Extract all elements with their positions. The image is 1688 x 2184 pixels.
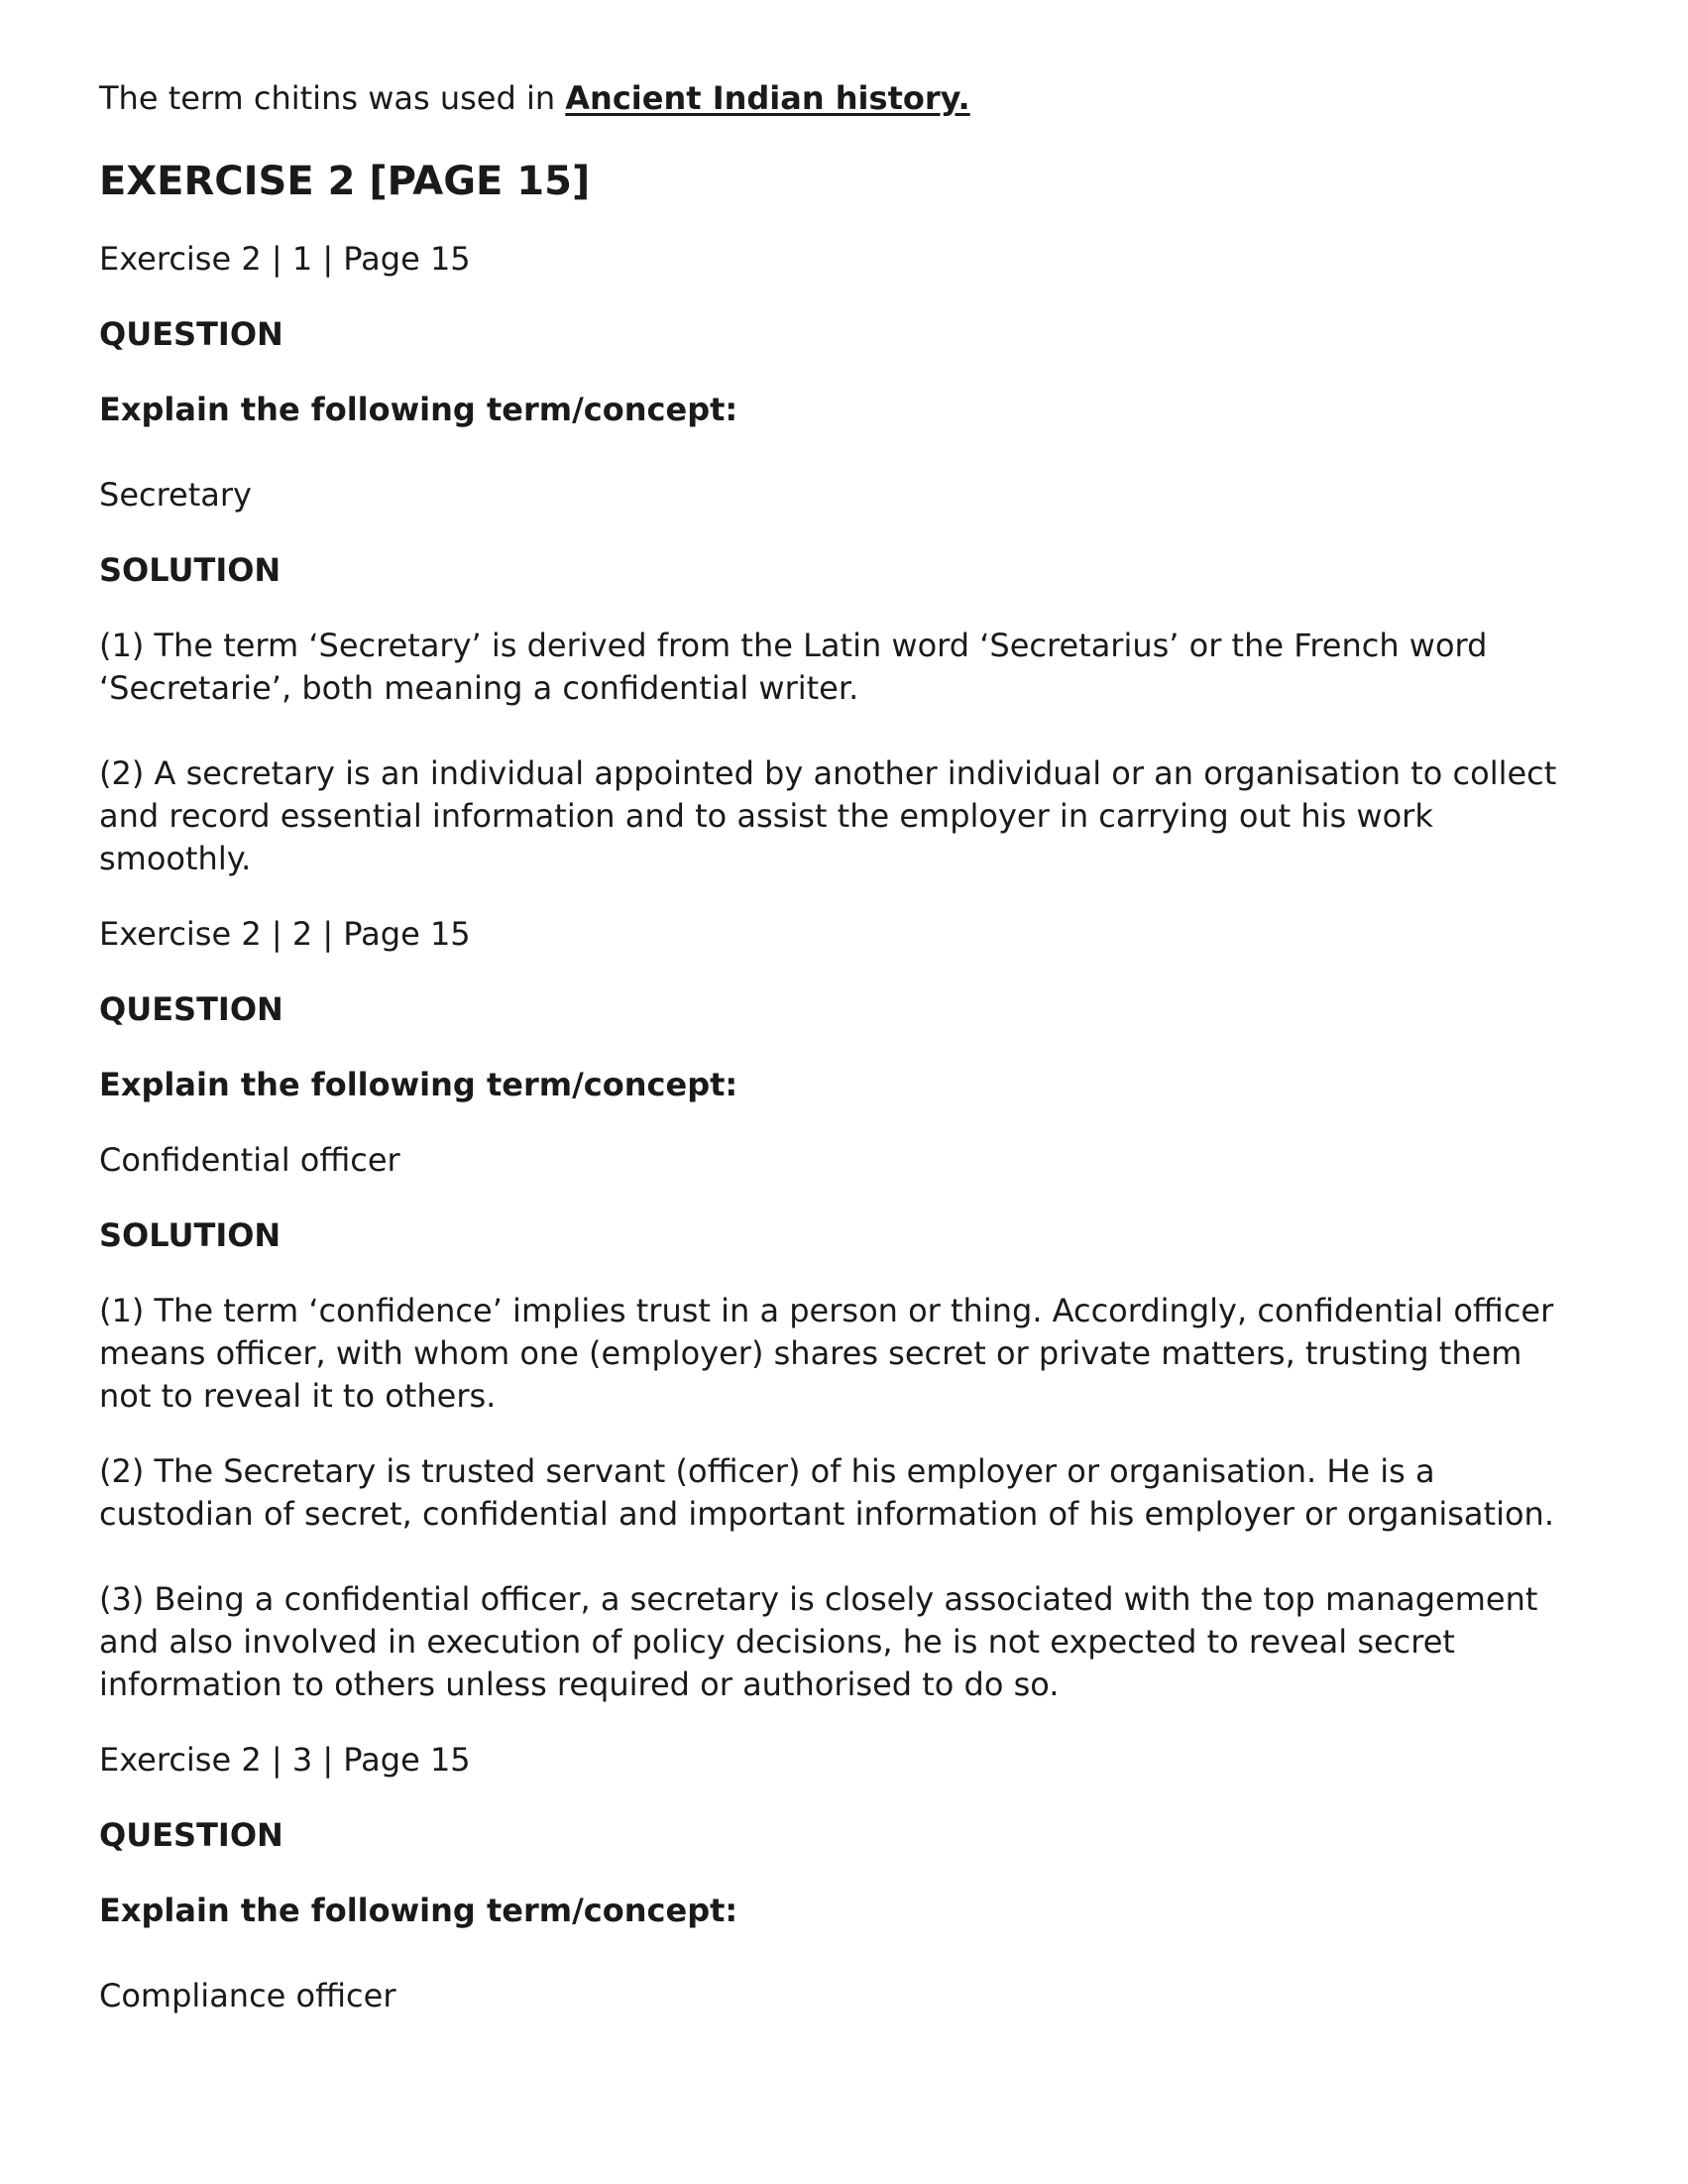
exercise-ref: Exercise 2 | 3 | Page 15	[99, 1741, 471, 1779]
question-prompt: Explain the following term/concept:	[99, 1066, 738, 1103]
question-prompt: Explain the following term/concept:	[99, 391, 738, 428]
question-label: QUESTION	[99, 990, 283, 1028]
section-heading: EXERCISE 2 [PAGE 15]	[99, 159, 591, 204]
document-page	[99, 77, 1586, 2017]
question-prompt: Explain the following term/concept:	[99, 1892, 738, 1929]
solution-point: (2) A secretary is an individual appointed by another individual or an organisation to collect and record essential information and to assist the employer in carrying out his work smoothly.	[99, 754, 1557, 877]
solution-point: (1) The term ‘confidence’ implies trust in a person or thing. Accordingly, confidential officer means officer, with whom one (employer) shares secret or private matters, trusting them not to reveal it to others.	[99, 1292, 1554, 1415]
question-term: Secretary	[99, 476, 252, 514]
intro-answer: Ancient Indian history.	[565, 79, 970, 117]
question-term: Confidential officer	[99, 1141, 400, 1179]
solution-point: (3) Being a confidential officer, a secretary is closely associated with the top management and also involved in execution of policy decisions, he is not expected to reveal secret information to others unless required or authorised to do so.	[99, 1580, 1538, 1703]
intro-sentence	[99, 77, 1586, 120]
solution-label: SOLUTION	[99, 1216, 281, 1254]
question-label: QUESTION	[99, 315, 283, 353]
intro-text: The term chitins was used in	[99, 79, 566, 117]
solution-point: (2) The Secretary is trusted servant (officer) of his employer or organisation. He is a custodian of secret, confidential and important information of his employer or organisation.	[99, 1452, 1554, 1533]
question-label: QUESTION	[99, 1816, 283, 1854]
exercise-ref: Exercise 2 | 2 | Page 15	[99, 915, 471, 953]
exercise-ref: Exercise 2 | 1 | Page 15	[99, 240, 471, 278]
question-term: Compliance officer	[99, 1977, 396, 2014]
solution-label: SOLUTION	[99, 551, 281, 589]
solution-point: (1) The term ‘Secretary’ is derived from the Latin word ‘Secretarius’ or the French word ‘Secretarie’, both meaning a confidential writer.	[99, 627, 1488, 707]
